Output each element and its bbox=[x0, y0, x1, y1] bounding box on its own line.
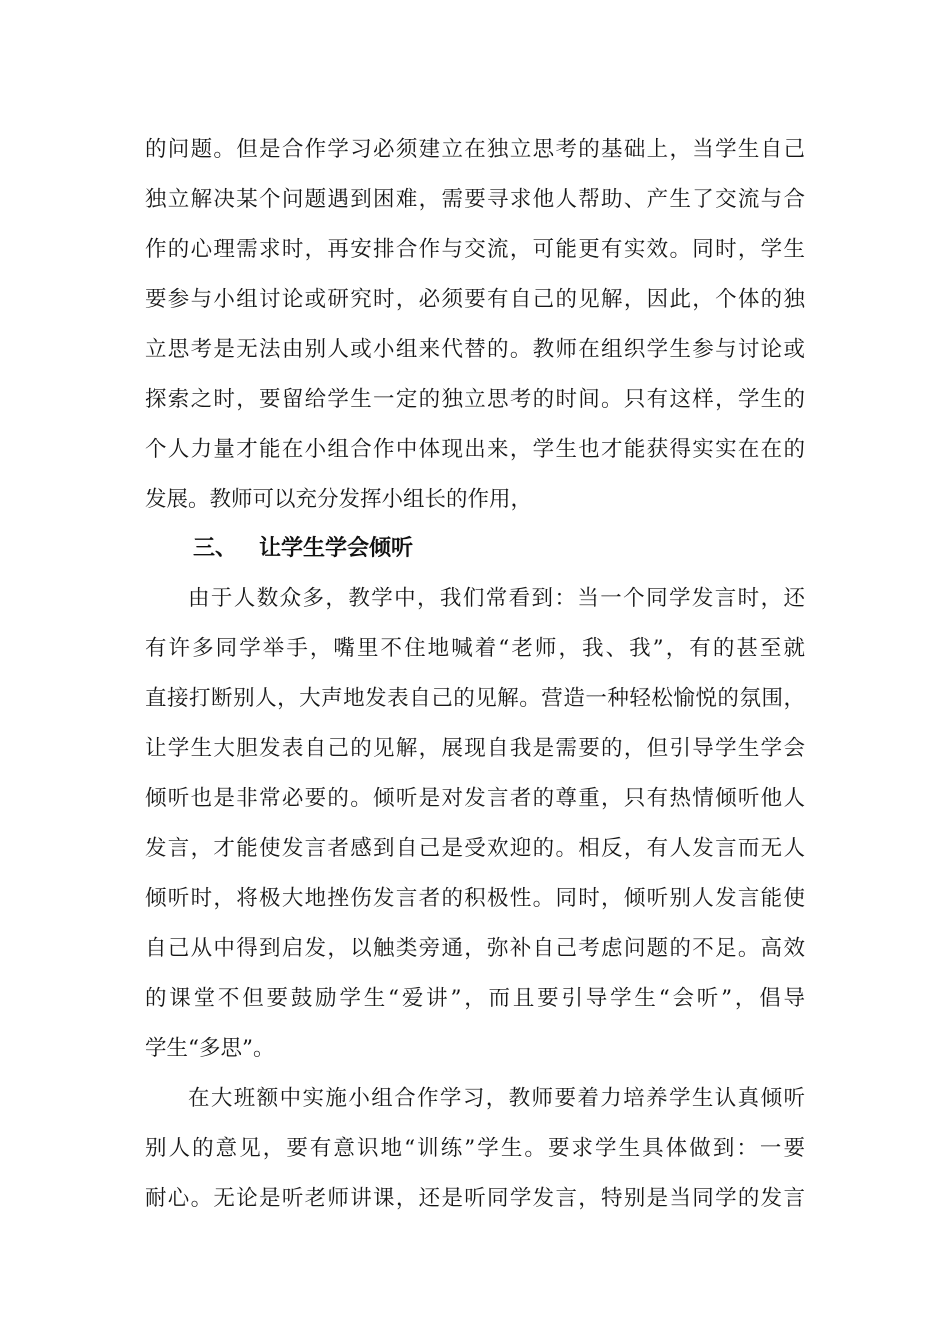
body-text-line: 让学生大胆发表自己的见解，展现自我是需要的，但引导学生学会 bbox=[145, 736, 805, 761]
body-text-line: 别人的意见，要有意识地“训练”学生。要求学生具体做到：一要 bbox=[145, 1136, 805, 1161]
body-text-line: 在大班额中实施小组合作学习，教师要着力培养学生认真倾听 bbox=[188, 1086, 805, 1111]
body-text-line: 个人力量才能在小组合作中体现出来，学生也才能获得实实在在的 bbox=[145, 437, 805, 462]
body-text-line: 直接打断别人，大声地发表自己的见解。营造一种轻松愉悦的氛围， bbox=[145, 686, 805, 711]
body-text-line: 立思考是无法由别人或小组来代替的。教师在组织学生参与讨论或 bbox=[145, 337, 805, 362]
body-text-line: 独立解决某个问题遇到困难，需要寻求他人帮助、产生了交流与合 bbox=[145, 187, 805, 212]
body-text-line: 要参与小组讨论或研究时，必须要有自己的见解，因此，个体的独 bbox=[145, 287, 805, 312]
body-text-line: 有许多同学举手，嘴里不住地喊着“老师，我、我”，有的甚至就 bbox=[145, 636, 805, 661]
body-text-line: 发言，才能使发言者感到自己是受欢迎的。相反，有人发言而无人 bbox=[145, 836, 805, 861]
body-text-line: 的问题。但是合作学习必须建立在独立思考的基础上，当学生自己 bbox=[145, 137, 805, 162]
body-text-line: 由于人数众多，教学中，我们常看到：当一个同学发言时，还 bbox=[188, 586, 805, 611]
body-text-line: 耐心。无论是听老师讲课，还是听同学发言，特别是当同学的发言 bbox=[145, 1186, 805, 1211]
section-heading-number: 三、 bbox=[193, 536, 238, 561]
body-text-line: 的课堂不但要鼓励学生“爱讲”，而且要引导学生“会听”，倡导 bbox=[145, 986, 805, 1011]
body-text-line: 作的心理需求时，再安排合作与交流，可能更有实效。同时，学生 bbox=[145, 237, 805, 262]
body-text-line: 自己从中得到启发，以触类旁通，弥补自己考虑问题的不足。高效 bbox=[145, 936, 805, 961]
section-heading bbox=[193, 532, 413, 566]
body-text-line: 发展。教师可以充分发挥小组长的作用， bbox=[145, 487, 533, 512]
body-text-line: 学生“多思”。 bbox=[145, 1036, 275, 1061]
body-text-line: 探索之时，要留给学生一定的独立思考的时间。只有这样，学生的 bbox=[145, 387, 805, 412]
body-text-line: 倾听时，将极大地挫伤发言者的积极性。同时，倾听别人发言能使 bbox=[145, 886, 805, 911]
body-text-line: 倾听也是非常必要的。倾听是对发言者的尊重，只有热情倾听他人 bbox=[145, 786, 805, 811]
section-heading-title: 让学生学会倾听 bbox=[259, 536, 414, 561]
